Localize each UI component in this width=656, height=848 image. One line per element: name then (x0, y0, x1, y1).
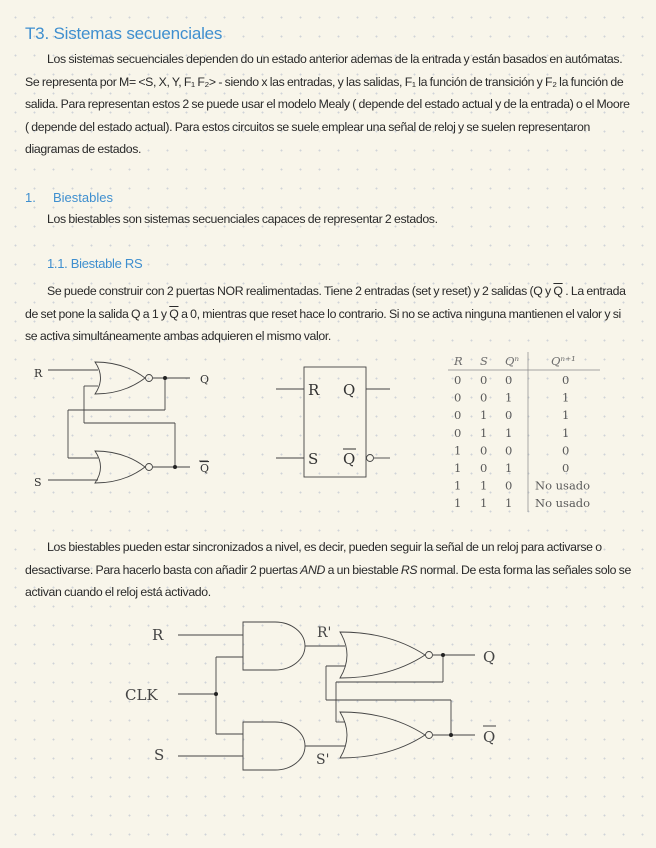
truth-table-cell: 1 (505, 461, 513, 475)
truth-table-cell: 0 (505, 478, 513, 493)
clk-label-s-prime: S' (316, 752, 330, 768)
truth-table-header: R (454, 354, 463, 368)
page-title: T3. Sistemas secuenciales (25, 24, 223, 43)
truth-table-cell: 0 (505, 373, 513, 387)
truth-table-cell: 0 (562, 373, 570, 387)
block-label-s: S (308, 450, 319, 468)
section-1-number: 1. (25, 190, 36, 205)
truth-table-cell: 1 (480, 408, 488, 423)
section-1-1-heading: 1.1. Biestable RS (47, 256, 143, 271)
rs-block-diagram (276, 367, 390, 477)
truth-table-cell: 1 (454, 443, 462, 458)
truth-table-cell: 0 (562, 461, 570, 475)
clocked-rs-diagram (178, 622, 475, 770)
block-label-r: R (308, 381, 320, 399)
clk-nor-top (340, 632, 425, 678)
section-1-text: Los biestables son sistemas secuenciales capaces de representar 2 estados. (47, 212, 438, 226)
truth-table-cell: 1 (562, 390, 570, 405)
clk-label-s: S (154, 746, 165, 764)
rs-text-a: Se puede construir con 2 puertas NOR realimentadas. Tiene 2 entradas (set y reset) y 2 salidas (Q y (47, 284, 554, 298)
rs-qbar-inline-1: $\overline{Q}$ (553, 284, 563, 298)
truth-table-cell: 0 (480, 461, 488, 475)
truth-table-cell: 0 (480, 443, 488, 458)
rs-qbar-inline-2: $\overline{Q}$ (169, 306, 179, 321)
truth-table-header: Qⁿ⁺¹ (551, 354, 576, 368)
truth-table-cell: 0 (454, 390, 462, 405)
nor-label-qbar: Q (200, 462, 210, 475)
truth-table-cell: 1 (454, 461, 462, 475)
truth-table-header: S (480, 354, 488, 368)
truth-table-cell: 0 (454, 425, 462, 440)
truth-table-header: Qⁿ (505, 354, 520, 368)
truth-table (453, 354, 590, 510)
sync-text-a: Los biestables pueden estar sincronizados a nivel, es decir, pueden seguir la señal de un reloj para activarse o desactivarse. Para hacerlo basta con añadir 2 puertas (25, 540, 602, 577)
truth-table-cell: 0 (454, 408, 462, 423)
clk-label-r-prime: R' (317, 625, 332, 641)
sync-and-word: AND (300, 562, 326, 577)
truth-table-cell: 0 (505, 408, 513, 423)
truth-table-cell: 1 (562, 425, 570, 440)
nor-bubble-top (146, 375, 153, 382)
sync-text-c: normal. De esta forma las señales solo se activan cuando el reloj está activado. (25, 562, 631, 599)
truth-table-cell: No usado (535, 496, 591, 511)
nor-latch-diagram (48, 362, 190, 483)
clk-label-r: R (152, 626, 164, 644)
nor-gate-bottom (95, 451, 145, 483)
truth-table-cell: 1 (454, 496, 462, 511)
truth-table-cell: 1 (505, 390, 513, 405)
and-gate-top (243, 622, 305, 670)
truth-table-cell: 1 (480, 478, 488, 493)
truth-table-cell: 1 (480, 425, 488, 440)
nor-label-s: S (34, 476, 42, 489)
nor-label-r: R (34, 367, 43, 380)
nor-gate-top (95, 362, 145, 394)
truth-table-cell: 0 (480, 390, 488, 405)
clk-label-q: Q (483, 648, 496, 666)
rs-text-c: a 0, mientras que reset hace lo contrario. Si no se activa ninguna mantienen el valor y si se activa simultáneamente ambas adquieren el mismo valor. (25, 306, 621, 343)
rs-text-b: . La entrada de set pone la salida Q a 1 y (25, 284, 626, 321)
clk-label-clk: CLK (125, 686, 158, 704)
truth-table-cell: 0 (562, 443, 570, 458)
truth-table-cell: 1 (505, 496, 513, 511)
truth-table-cell: 1 (562, 408, 570, 423)
section-1-title: Biestables (53, 190, 113, 205)
truth-table-cell: 0 (454, 373, 462, 387)
block-label-qbar: Q (343, 450, 356, 468)
truth-table-cell: 1 (454, 478, 462, 493)
truth-table-cell: 0 (480, 373, 488, 387)
truth-table-cell: 1 (505, 425, 513, 440)
clk-label-qbar: Q (483, 728, 496, 746)
clk-nor-bottom (340, 712, 425, 758)
truth-table-cell: No usado (535, 478, 591, 493)
intro-text: Los sistemas secuenciales dependen do un estado anterior ademas de la entrada y están basados en autómatas. Se representa por M= <S, X, Y, F₁ F₂> - siendo x las entradas, y las salidas, F₁ la función de transición y F₂ la función de salida. Para representan estos 2 se puede usar el modelo Mealy ( depende del estado actual y de la entrada) o el Moore ( depende del estado actual). Para estos circuitos se suele emplear una señal de reloj y se suelen representaron diagramas de estados. (25, 52, 630, 156)
and-gate-bottom (243, 722, 305, 770)
sync-text-b: a un biestable (325, 562, 401, 577)
nor-bubble-bottom (146, 464, 153, 471)
truth-table-cell: 1 (480, 496, 488, 511)
nor-label-q: Q (200, 373, 210, 386)
block-label-q: Q (343, 381, 356, 399)
truth-table-cell: 0 (505, 443, 513, 458)
sync-rs-word: RS (400, 562, 418, 577)
